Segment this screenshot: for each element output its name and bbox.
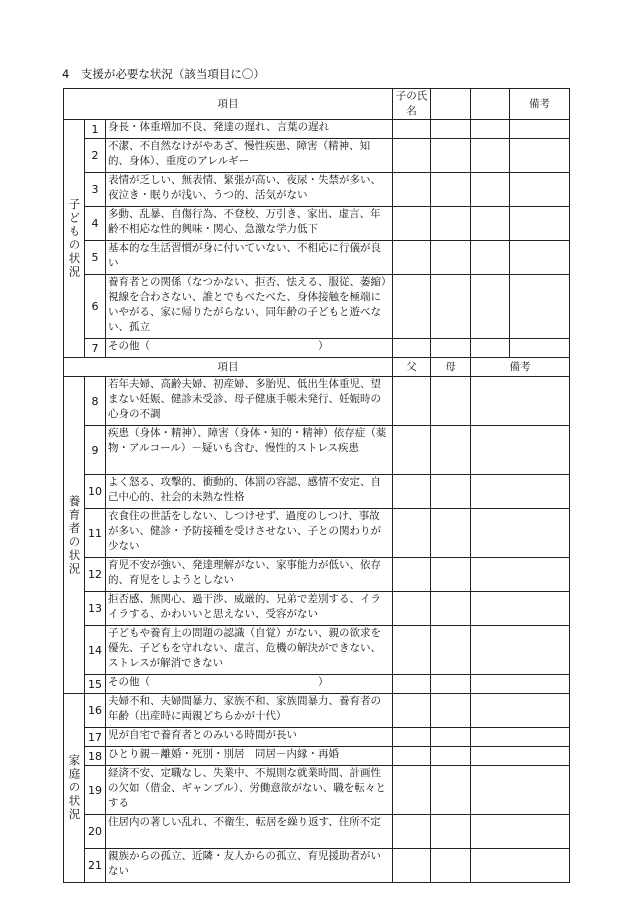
remarks-cell[interactable]	[510, 241, 570, 275]
check-cell[interactable]	[393, 339, 431, 358]
item-number: 9	[85, 426, 106, 475]
item-description: 不潔、不自然なけがやあざ、慢性疾患、障害（精神、知的、身体）、重度のアレルギー	[106, 139, 393, 173]
check-cell[interactable]	[393, 728, 431, 747]
table-row	[64, 694, 570, 728]
check-cell[interactable]	[431, 139, 471, 173]
header-item: 項目	[64, 358, 393, 377]
item-description: その他（ ）	[106, 675, 393, 694]
table-row	[64, 626, 570, 675]
table-row	[64, 426, 570, 475]
item-number: 19	[85, 766, 106, 815]
table-row	[64, 849, 570, 883]
section-title: 4 支援が必要な状況（該当項目に〇）	[62, 67, 265, 81]
check-cell[interactable]	[431, 728, 471, 747]
item-description: 衣食住の世話をしない、しつけせず、過度のしつけ、事故が多い、健診・予防接種を受けさせない、子との関わりが少ない	[106, 509, 393, 558]
item-number: 8	[85, 377, 106, 426]
item-description: 若年夫婦、高齢夫婦、初産婦、多胎児、低出生体重児、望まない妊娠、健診未受診、母子健康手帳未発行、妊娠時の心身の不調	[106, 377, 393, 426]
item-number: 4	[85, 207, 106, 241]
table-row	[64, 120, 570, 139]
remarks-cell[interactable]	[471, 426, 570, 475]
category-label: 家庭の状況	[64, 694, 85, 883]
check-cell[interactable]	[393, 173, 431, 207]
check-cell[interactable]	[393, 747, 431, 766]
check-cell[interactable]	[393, 766, 431, 815]
remarks-cell[interactable]	[471, 377, 570, 426]
category-label: 養育者の状況	[64, 377, 85, 694]
item-number: 11	[85, 509, 106, 558]
check-cell[interactable]	[393, 241, 431, 275]
support-checklist-table	[63, 88, 570, 883]
table-row	[64, 766, 570, 815]
check-cell[interactable]	[393, 509, 431, 558]
check-cell[interactable]	[431, 241, 471, 275]
remarks-cell[interactable]	[510, 275, 570, 339]
item-number: 15	[85, 675, 106, 694]
check-cell[interactable]	[393, 592, 431, 626]
check-cell[interactable]	[431, 626, 471, 675]
item-number: 7	[85, 339, 106, 358]
item-description: 基本的な生活習慣が身に付いていない、不相応に行儀が良い	[106, 241, 393, 275]
check-cell[interactable]	[431, 815, 471, 849]
remarks-cell[interactable]	[471, 558, 570, 592]
check-cell[interactable]	[431, 377, 471, 426]
header-remarks: 備考	[510, 89, 570, 120]
item-number: 16	[85, 694, 106, 728]
check-cell[interactable]	[431, 173, 471, 207]
table-row	[64, 207, 570, 241]
check-cell[interactable]	[393, 426, 431, 475]
item-description: 親族からの孤立、近隣・友人からの孤立、育児援助者がいない	[106, 849, 393, 883]
item-description: ひとり親－離婚・死別・別居 同居－内縁・再婚	[106, 747, 393, 766]
check-cell[interactable]	[431, 558, 471, 592]
check-cell[interactable]	[431, 694, 471, 728]
item-description: 身長・体重増加不良、発達の遅れ、言葉の遅れ	[106, 120, 393, 139]
remarks-cell[interactable]	[471, 475, 570, 509]
item-description: 拒否感、無関心、過干渉、威厳的、兄弟で差別する、イライラする、かわいいと思えない、受容がない	[106, 592, 393, 626]
check-cell[interactable]	[471, 207, 510, 241]
header-remarks: 備考	[471, 358, 570, 377]
check-cell[interactable]	[431, 675, 471, 694]
remarks-cell[interactable]	[510, 207, 570, 241]
check-cell[interactable]	[393, 207, 431, 241]
item-number: 20	[85, 815, 106, 849]
remarks-cell[interactable]	[510, 173, 570, 207]
remarks-cell[interactable]	[510, 339, 570, 358]
check-cell[interactable]	[471, 241, 510, 275]
item-description: 住居内の著しい乱れ、不衛生、転居を繰り返す、住所不定	[106, 815, 393, 849]
item-number: 1	[85, 120, 106, 139]
remarks-cell[interactable]	[471, 815, 570, 849]
remarks-cell[interactable]	[471, 747, 570, 766]
item-number: 6	[85, 275, 106, 339]
item-number: 12	[85, 558, 106, 592]
item-description: 児が自宅で養育者とのみいる時間が長い	[106, 728, 393, 747]
item-number: 18	[85, 747, 106, 766]
remarks-cell[interactable]	[471, 509, 570, 558]
item-number: 5	[85, 241, 106, 275]
table-row	[64, 339, 570, 358]
check-cell[interactable]	[431, 747, 471, 766]
remarks-cell[interactable]	[471, 626, 570, 675]
item-number: 10	[85, 475, 106, 509]
table-row	[64, 747, 570, 766]
header-item: 項目	[64, 89, 393, 120]
check-cell[interactable]	[393, 475, 431, 509]
check-cell[interactable]	[393, 675, 431, 694]
check-cell[interactable]	[393, 377, 431, 426]
parent-header-row	[64, 358, 570, 377]
check-cell[interactable]	[431, 849, 471, 883]
remarks-cell[interactable]	[510, 139, 570, 173]
item-description: よく怒る、攻撃的、衝動的、体罰の容認、感情不安定、自己中心的、社会的未熟な性格	[106, 475, 393, 509]
child-header-row	[64, 89, 570, 120]
table-row	[64, 377, 570, 426]
header-mother: 母	[431, 358, 471, 377]
check-cell[interactable]	[393, 815, 431, 849]
item-number: 13	[85, 592, 106, 626]
check-cell[interactable]	[431, 207, 471, 241]
table-row	[64, 558, 570, 592]
header-father: 父	[393, 358, 431, 377]
check-cell[interactable]	[431, 509, 471, 558]
table-row	[64, 241, 570, 275]
check-cell[interactable]	[431, 766, 471, 815]
header-child-name: 子の氏名	[393, 89, 431, 120]
table-row	[64, 815, 570, 849]
check-cell[interactable]	[471, 173, 510, 207]
item-description: 養育者との関係（なつかない、拒否、怯える、服従、萎縮）視線を合わさない、誰とでもべたべた、身体接触を極端にいやがる、家に帰りたがらない、同年齢の子どもと遊べない、孤立	[106, 275, 393, 339]
check-cell[interactable]	[431, 339, 471, 358]
item-number: 2	[85, 139, 106, 173]
table-row	[64, 275, 570, 339]
remarks-cell[interactable]	[471, 766, 570, 815]
header-blank-cell	[471, 89, 510, 120]
remarks-cell[interactable]	[471, 694, 570, 728]
item-number: 21	[85, 849, 106, 883]
item-description: 子どもや養育上の問題の認識（自覚）がない、親の欲求を優先、子どもを守れない、虚言、危機の解決ができない、ストレスが解消できない	[106, 626, 393, 675]
check-cell[interactable]	[393, 139, 431, 173]
table-row	[64, 139, 570, 173]
table-row	[64, 675, 570, 694]
check-cell[interactable]	[393, 120, 431, 139]
item-description: 多動、乱暴、自傷行為、不登校、万引き、家出、虚言、年齢不相応な性的興味・関心、急激な学力低下	[106, 207, 393, 241]
table-row	[64, 475, 570, 509]
check-cell[interactable]	[393, 275, 431, 339]
remarks-cell[interactable]	[471, 675, 570, 694]
check-cell[interactable]	[393, 849, 431, 883]
item-number: 17	[85, 728, 106, 747]
check-cell[interactable]	[471, 275, 510, 339]
check-cell[interactable]	[431, 275, 471, 339]
check-cell[interactable]	[393, 626, 431, 675]
table-row	[64, 728, 570, 747]
item-description: その他（ ）	[106, 339, 393, 358]
check-cell[interactable]	[393, 694, 431, 728]
check-cell[interactable]	[431, 120, 471, 139]
item-number: 14	[85, 626, 106, 675]
check-cell[interactable]	[471, 339, 510, 358]
check-cell[interactable]	[431, 426, 471, 475]
check-cell[interactable]	[431, 592, 471, 626]
check-cell[interactable]	[471, 139, 510, 173]
table-row	[64, 592, 570, 626]
check-cell[interactable]	[393, 558, 431, 592]
check-cell[interactable]	[431, 475, 471, 509]
item-description: 夫婦不和、夫婦間暴力、家族不和、家族間暴力、養育者の年齢（出産時に両親どちらかが十代）	[106, 694, 393, 728]
item-description: 表情が乏しい、無表情、緊張が高い、夜尿・失禁が多い、夜泣き・眠りが浅い、うつ的、活気がない	[106, 173, 393, 207]
item-description: 疾患（身体・精神）、障害（身体・知的・精神）依存症（薬物・アルコール）－疑いも含む、慢性的ストレス疾患	[106, 426, 393, 475]
table-row	[64, 173, 570, 207]
remarks-cell[interactable]	[471, 849, 570, 883]
check-cell[interactable]	[471, 120, 510, 139]
remarks-cell[interactable]	[471, 592, 570, 626]
remarks-cell[interactable]	[471, 728, 570, 747]
table-row	[64, 509, 570, 558]
item-description: 育児不安が強い、発達理解がない、家事能力が低い、依存的、育児をしようとしない	[106, 558, 393, 592]
remarks-cell[interactable]	[510, 120, 570, 139]
category-label: 子どもの状況	[64, 120, 85, 358]
header-blank-cell	[431, 89, 471, 120]
item-description: 経済不安、定職なし、失業中、不規則な就業時間、計画性の欠如（借金、ギャンブル）、労働意欲がない、職を転々とする	[106, 766, 393, 815]
item-number: 3	[85, 173, 106, 207]
